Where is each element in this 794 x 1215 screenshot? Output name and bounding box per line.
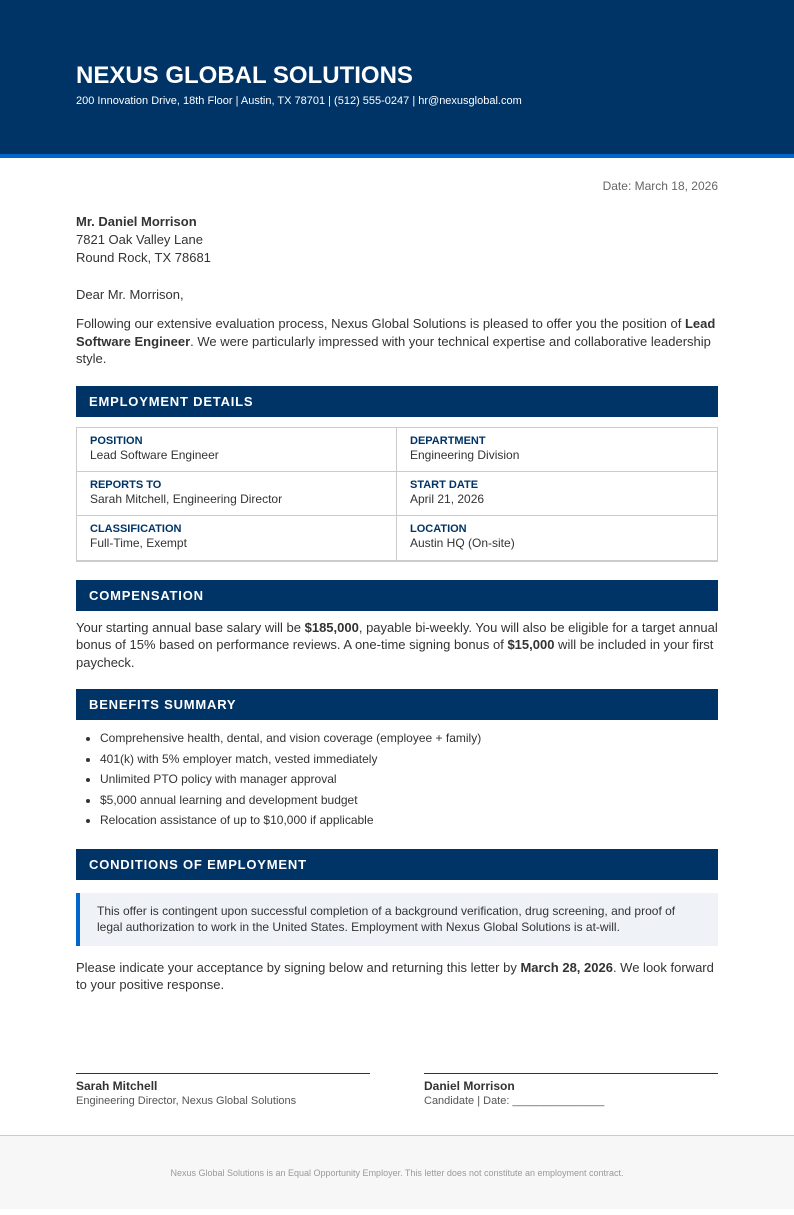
detail-label: START DATE <box>410 478 479 491</box>
detail-value: Sarah Mitchell, Engineering Director <box>90 491 283 506</box>
detail-value: April 21, 2026 <box>410 491 485 506</box>
employment-details-table <box>76 427 718 562</box>
detail-value: Austin HQ (On-site) <box>410 535 515 550</box>
letter-date: Date: March 18, 2026 <box>602 179 718 193</box>
benefit-item: • Relocation assistance of up to $10,000 if applicable <box>100 810 718 831</box>
compensation-text: will be included in your first paycheck. <box>76 637 714 670</box>
recipient-name: Mr. Daniel Morrison <box>76 214 197 229</box>
section-heading-benefits: BENEFITS SUMMARY <box>76 689 718 720</box>
detail-cell-position <box>77 428 397 472</box>
section-heading-compensation: COMPENSATION <box>76 580 718 611</box>
benefits-list <box>76 728 718 831</box>
benefit-item: • 401(k) with 5% employer match, vested immediately <box>100 749 718 770</box>
recipient-address-line1: 7821 Oak Valley Lane <box>76 232 203 247</box>
conditions-callout: This offer is contingent upon successful completion of a background verification, drug screening, and proof of legal authorization to work in the United States. Employment with Nexus Global Solutions is at-will. <box>76 893 718 946</box>
candidate-date-field: Candidate | Date: _______________ <box>424 1094 605 1107</box>
salutation: Dear Mr. Morrison, <box>76 287 184 302</box>
employer-signatory-name: Sarah Mitchell <box>76 1078 158 1093</box>
compensation-text: , payable bi-weekly. You will also be eligible for a target annual bonus of 15% based on performance reviews. A one-time signing bonus of <box>76 619 718 652</box>
footer-disclaimer: Nexus Global Solutions is an Equal Opportunity Employer. This letter does not constitute an employment contract. <box>170 1167 624 1178</box>
detail-cell-department <box>397 428 717 472</box>
detail-value: Engineering Division <box>410 447 520 462</box>
recipient-block <box>76 213 718 267</box>
candidate-name: Daniel Morrison <box>424 1078 515 1093</box>
detail-label: REPORTS TO <box>90 478 162 491</box>
benefit-item: • $5,000 annual learning and development budget <box>100 790 718 811</box>
intro-position: Lead Software Engineer <box>76 316 716 349</box>
candidate-signature-line[interactable] <box>424 1073 718 1108</box>
closing-text: Please indicate your acceptance by signing below and returning this letter by <box>76 959 521 975</box>
signing-bonus: $15,000 <box>507 637 555 652</box>
closing-paragraph <box>76 959 718 994</box>
intro-text: Following our extensive evaluation process, Nexus Global Solutions is pleased to offer you the position of <box>76 316 685 331</box>
compensation-paragraph <box>76 619 718 672</box>
intro-paragraph <box>76 315 718 368</box>
detail-label: LOCATION <box>410 522 467 535</box>
company-contact: 200 Innovation Drive, 18th Floor | Austin, TX 78701 | (512) 555-0247 | hr@nexusglobal.com <box>76 95 522 107</box>
employer-signature-line[interactable] <box>76 1073 370 1108</box>
detail-cell-start-date <box>397 472 717 516</box>
letter-body <box>0 158 794 1108</box>
detail-label: POSITION <box>90 434 143 447</box>
signature-block <box>76 1073 718 1108</box>
section-heading-conditions: CONDITIONS OF EMPLOYMENT <box>76 849 718 880</box>
employer-signatory-title: Engineering Director, Nexus Global Solutions <box>76 1094 297 1107</box>
detail-cell-classification <box>77 516 397 560</box>
detail-label: DEPARTMENT <box>410 434 486 447</box>
detail-cell-reports-to <box>77 472 397 516</box>
recipient-address-line2: Round Rock, TX 78681 <box>76 250 211 265</box>
detail-label: CLASSIFICATION <box>90 522 182 535</box>
benefit-item: • Unlimited PTO policy with manager approval <box>100 769 718 790</box>
detail-value: Lead Software Engineer <box>90 447 219 462</box>
letterhead <box>0 0 794 158</box>
detail-value: Full-Time, Exempt <box>90 535 187 550</box>
acceptance-deadline: March 28, 2026 <box>520 959 613 975</box>
intro-text-end: . We were particularly impressed with your technical expertise and collaborative leadership style. <box>76 333 711 366</box>
benefit-item: • Comprehensive health, dental, and vision coverage (employee + family) <box>100 728 718 749</box>
company-name: NEXUS GLOBAL SOLUTIONS <box>76 62 413 89</box>
detail-cell-location <box>397 516 717 560</box>
footer <box>0 1135 794 1209</box>
base-salary: $185,000 <box>304 619 359 635</box>
closing-text-end: . We look forward to your positive response. <box>76 959 714 992</box>
section-heading-employment-details: EMPLOYMENT DETAILS <box>76 386 718 417</box>
compensation-text: Your starting annual base salary will be <box>76 619 305 635</box>
